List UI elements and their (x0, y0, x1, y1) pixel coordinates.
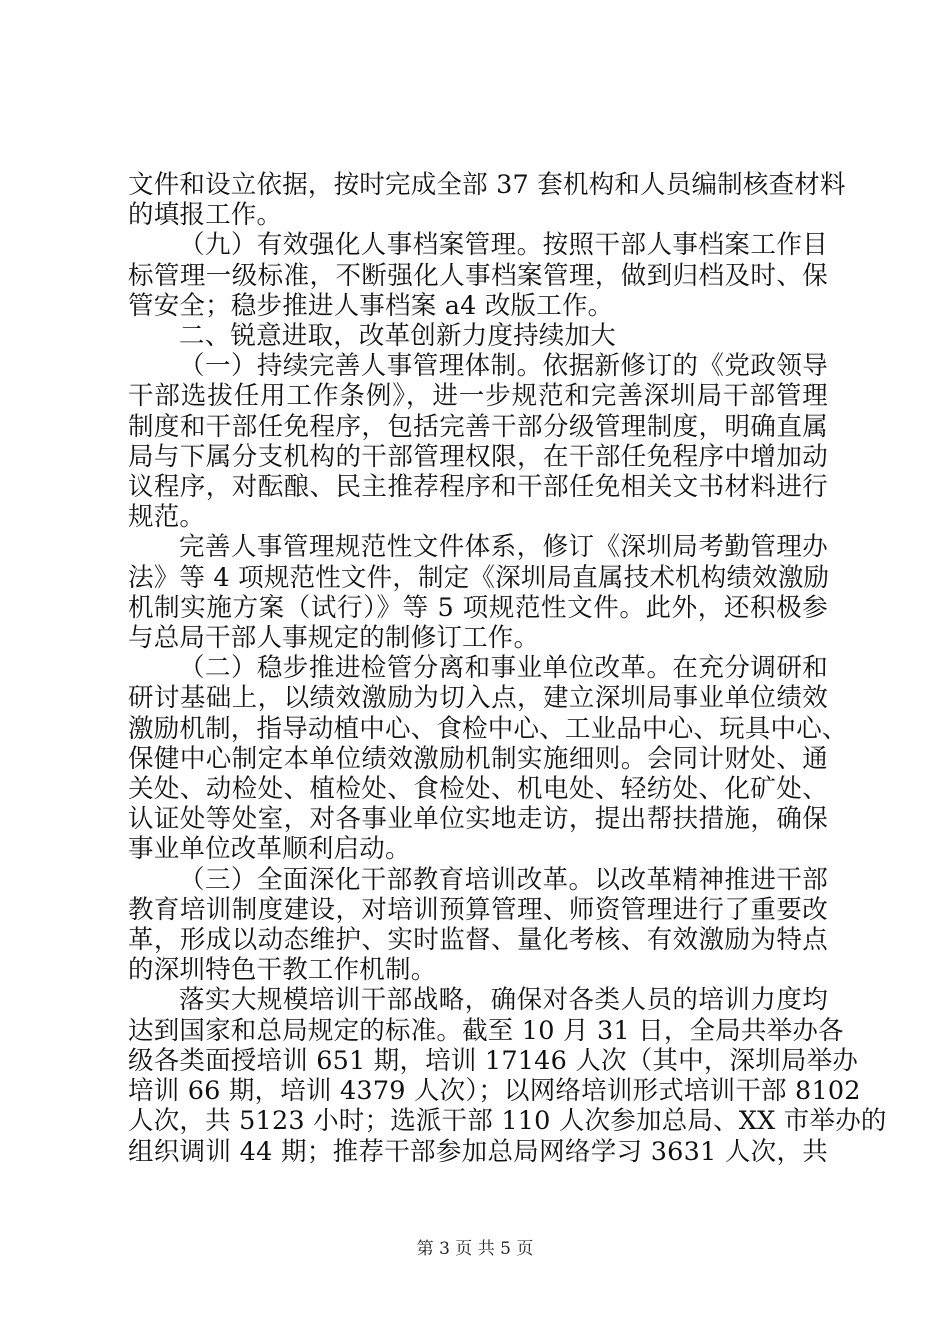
text-line: 激励机制，指导动植中心、食检中心、工业品中心、玩具中心、 (128, 713, 848, 744)
text-line: 文件和设立依据，按时完成全部 37 套机构和人员编制核查材料 (128, 170, 846, 200)
body-text (128, 170, 887, 1167)
text-line: 机制实施方案（试行）》等 5 项规范性文件。此外，还积极参 (128, 592, 828, 623)
text-line: 法》等 4 项规范性文件，制定《深圳局直属技术机构绩效激励 (128, 562, 830, 593)
page-footer: 第 3 页 共 5 页 (416, 1239, 534, 1259)
text-line: 达到国家和总局规定的标准。截至 10 月 31 日，全局共举办各 (128, 1015, 844, 1046)
text-line: 局与下属分支机构的干部管理权限，在干部任免程序中增加动 (128, 441, 828, 472)
text-line: 人次，共 5123 小时；选派干部 110 人次参加总局、XX 市举办的 (128, 1106, 887, 1137)
text-line: （二）稳步推进检管分离和事业单位改革。在充分调研和 (179, 653, 828, 684)
text-line: 的深圳特色干教工作机制。 (128, 955, 437, 986)
text-line: （九）有效强化人事档案管理。按照干部人事档案工作目 (179, 230, 828, 261)
text-line: 革，形成以动态维护、实时监督、量化考核、有效激励为特点 (128, 925, 828, 956)
text-line: 落实大规模培训干部战略，确保对各类人员的培训力度均 (179, 985, 828, 1016)
text-line: 规范。 (128, 502, 206, 533)
text-line: 制度和干部任免程序，包括完善干部分级管理制度，明确直属 (128, 411, 828, 442)
text-line: 关处、动检处、植检处、食检处、机电处、轻纺处、化矿处、 (128, 774, 828, 805)
text-line: 级各类面授培训 651 期，培训 17146 人次（其中，深圳局举办 (128, 1045, 859, 1076)
text-line: 与总局干部人事规定的制修订工作。 (128, 623, 540, 654)
text-line: 组织调训 44 期；推荐干部参加总局网络学习 3631 人次，共 (128, 1136, 828, 1167)
section-heading: 二、锐意进取，改革创新力度持续加大 (179, 321, 616, 352)
text-line: 的填报工作。 (128, 200, 283, 231)
text-line: （三）全面深化干部教育培训改革。以改革精神推进干部 (179, 864, 828, 895)
text-line: 干部选拔任用工作条例》，进一步规范和完善深圳局干部管理 (128, 381, 828, 412)
text-line: 认证处等处室，对各事业单位实地走访，提出帮扶措施，确保 (128, 804, 828, 835)
text-line: 保健中心制定本单位绩效激励机制实施细则。会同计财处、通 (128, 743, 828, 774)
text-line: 完善人事管理规范性文件体系，修订《深圳局考勤管理办 (179, 532, 828, 563)
text-line: 培训 66 期，培训 4379 人次）；以网络培训形式培训干部 8102 (128, 1076, 861, 1107)
text-line: 研讨基础上，以绩效激励为切入点，建立深圳局事业单位绩效 (128, 683, 828, 714)
text-line: 事业单位改革顺利启动。 (128, 834, 411, 865)
text-line: 议程序，对酝酿、民主推荐程序和干部任免相关文书材料进行 (128, 472, 828, 503)
text-line: 标管理一级标准，不断强化人事档案管理，做到归档及时、保 (128, 260, 828, 291)
text-line: 教育培训制度建设，对培训预算管理、师资管理进行了重要改 (128, 894, 828, 925)
text-line: （一）持续完善人事管理体制。依据新修订的《党政领导 (179, 351, 828, 382)
text-line: 管安全；稳步推进人事档案 a4 改版工作。 (128, 290, 614, 321)
